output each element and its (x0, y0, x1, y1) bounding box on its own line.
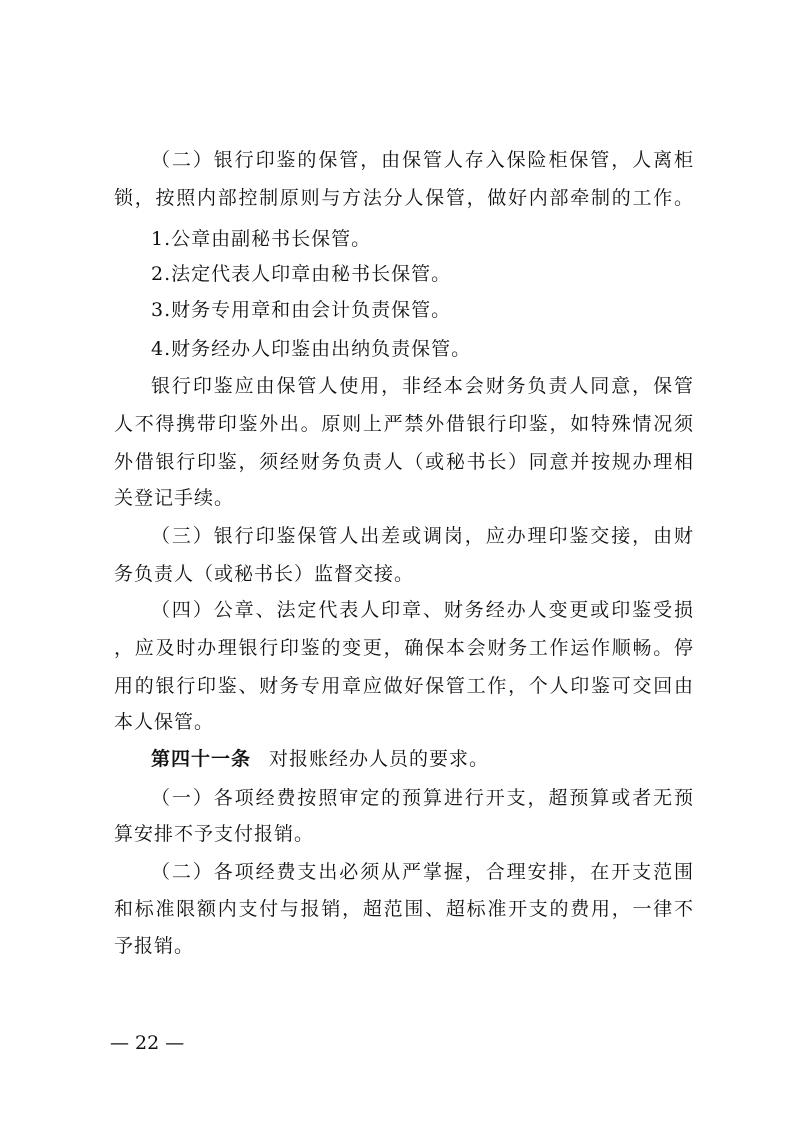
paragraph-line: （四）公章、法定代表人印章、财务经办人变更或印鉴受损 (151, 599, 694, 621)
paragraph-line: 人不得携带印鉴外出。原则上严禁外借银行印鉴，如特殊情况须 (114, 413, 694, 435)
paragraph-line: 关登记手续。 (114, 487, 235, 509)
paragraph-line: （二）银行印鉴的保管，由保管人存入保险柜保管，人离柜 (151, 149, 694, 171)
list-item: 1.公章由副秘书长保管。 (151, 228, 372, 250)
paragraph-line: 本人保管。 (114, 711, 215, 733)
paragraph-line: （三）银行印鉴保管人出差或调岗，应办理印鉴交接，由财 (151, 525, 694, 547)
paragraph-line: 务负责人（或秘书长）监督交接。 (114, 563, 415, 585)
paragraph-line: 外借银行印鉴，须经财务负责人（或秘书长）同意并按规办理相 (114, 451, 694, 473)
paragraph-line: 和标准限额内支付与报销，超范围、超标准开支的费用，一律不 (114, 898, 694, 920)
paragraph-line: 锁，按照内部控制原则与方法分人保管，做好内部牵制的工作。 (114, 187, 694, 209)
paragraph-line: （二）各项经费支出必须从严掌握，合理安排，在开支范围 (151, 861, 694, 883)
list-item: 4.财务经办人印鉴由出纳负责保管。 (151, 338, 472, 360)
paragraph-line: 用的银行印鉴、财务专用章应做好保管工作，个人印鉴可交回由 (114, 675, 694, 697)
list-item: 3.财务专用章和由会计负责保管。 (151, 299, 452, 321)
paragraph-line: ，应及时办理银行印鉴的变更，确保本会财务工作运作顺畅。停 (114, 637, 694, 659)
paragraph-line: 予报销。 (114, 935, 195, 957)
article-heading (151, 741, 694, 777)
paragraph-line: 银行印鉴应由保管人使用，非经本会财务负责人同意，保管 (151, 375, 694, 397)
article-number: 第四十一条 (151, 748, 252, 770)
page-number: — 22 — (110, 1032, 185, 1054)
article-text: 对报账经办人员的要求。 (269, 748, 490, 770)
paragraph-line: （一）各项经费按照审定的预算进行开支，超预算或者无预 (151, 787, 694, 809)
list-item: 2.法定代表人印章由秘书长保管。 (151, 263, 452, 285)
paragraph-line: 算安排不予支付报销。 (114, 823, 315, 845)
